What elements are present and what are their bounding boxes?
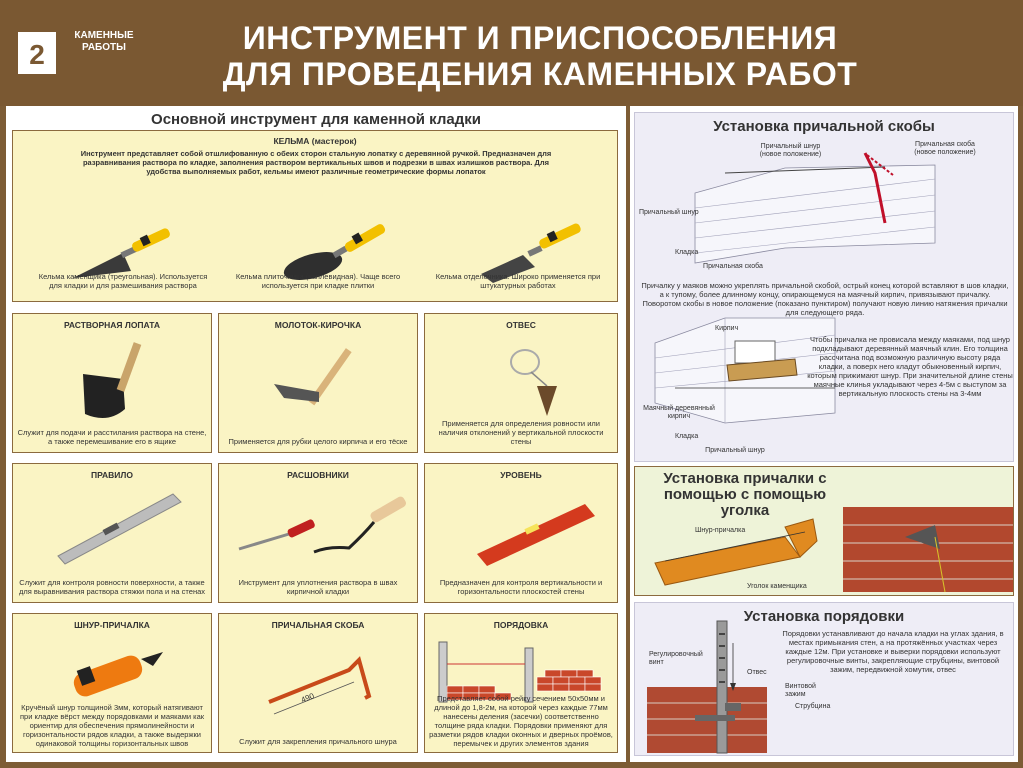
tool-description: Служит для подачи и расстилания раствора на стене, а также перемешивание его в ящике: [17, 428, 207, 446]
tool-description: Инструмент для уплотнения раствора в швах кирпичной кладки: [238, 578, 398, 596]
tool-card-cord: [12, 613, 212, 753]
label-otves: Отвес: [747, 669, 767, 676]
bracket-icon: [219, 614, 419, 754]
tool-title: УРОВЕНЬ: [500, 470, 542, 480]
skoba-title: Установка причальной скобы: [713, 118, 935, 135]
label-cord-2: Причальный шнур: [705, 447, 765, 454]
poryadovka-text: Порядовки устанавливают до начала кладки на углах здания, в местах примыкания стен, а на протяжённых участках через каждые 12м. При установке и выверки порядовки используют регулировочные винты, закрепляющие струбцины, винтовой зажим, передвижной хомутик, отвес: [782, 629, 1004, 674]
hammer-icon: [219, 314, 419, 454]
tool-card-level: [424, 463, 618, 603]
tool-card-bracket: [218, 613, 418, 753]
tool-description: Применяется для рубки целого кирпича и его тёске: [228, 437, 408, 446]
poryadovka-title: Установка порядовки: [743, 608, 905, 625]
tool-title: ПОРЯДОВКА: [493, 620, 549, 630]
skoba-text-2: Чтобы причалка не провисала между маяками, под шнур подкладывают деревянный маячный клин. Его толщина рассчитана под возможную различную высоту ряда кладки, а поверх него кладут обыкновенный кирпич, которым прижимают шнур. При значительной длине стены маячные клинья укладывают через 4-5м с выступом за вертикальную плоскость стены на 3-4мм: [807, 335, 1013, 398]
label-screw: Регулировочный винт: [649, 651, 703, 666]
poryadovka-panel: [634, 602, 1014, 756]
tool-title: ШНУР-ПРИЧАЛКА: [74, 620, 150, 630]
section-label: КАМЕННЫЕ РАБОТЫ: [74, 30, 134, 53]
kelma-card: [12, 130, 618, 302]
ugolok-panel: [634, 466, 1014, 596]
label-skoba: Причальная скоба: [703, 263, 763, 270]
kelma-description: Инструмент представляет собой отшлифованную с обеих сторон стальную лопатку с деревянной ручкой. Предназначен для разравнивания раствора по кладке, заполнения раствором вертикальных швов и подрезки в швах излишков раствора. Для удобства выполняемых работ, кельмы имеют различные геометрические формы лопаток: [80, 149, 552, 176]
label-cord-prichalka: Шнур-причалка: [695, 527, 746, 534]
label-clamp: Винтовой зажим: [785, 683, 816, 698]
label-klin: Маячный деревянный кирпич: [643, 405, 715, 420]
section-number-badge: 2: [18, 32, 56, 74]
label-cord: Причальный шнур: [639, 209, 699, 216]
installation-area: [630, 106, 1018, 762]
title-line-2: ДЛЯ ПРОВЕДЕНИЯ КАМЕННЫХ РАБОТ: [222, 56, 858, 92]
tool-title: МОЛОТОК-КИРОЧКА: [274, 320, 362, 330]
tool-title: РАСШОВНИКИ: [287, 470, 349, 480]
tools-section-title: Основной инструмент для каменной кладки: [151, 111, 481, 128]
tool-title: ПРИЧАЛЬНАЯ СКОБА: [271, 620, 365, 630]
tool-description: Применяется для определения ровности или наличия отклонений у вертикальной плоскости стены: [438, 419, 604, 446]
poryadovka-diagram: [635, 603, 1015, 757]
tool-description: Кручёный шнур толщиной 3мм, который натягивают при кладке вёрст между порядовками и маяками как ориентир для обеспечения прямолинейности и горизонтальности рядов кладки, а также выдержки одинаковой толщины горизонтальных швов: [19, 703, 205, 748]
tool-description: Предназначен для контроля вертикальности и горизонтальности плоскостей стены: [439, 578, 603, 596]
label-kladka: Кладка: [675, 249, 699, 256]
label-kladka-2: Кладка: [675, 433, 699, 440]
tool-card-jointers: [218, 463, 418, 603]
label-cord-new: Причальный шнур (новое положение): [759, 143, 822, 158]
tool-description: Представляет собой рейку сечением 50х50мм и длиной до 1,8-2м, на которой через каждые 77мм нанесены деления (засечки) соответственно толщине ряда кладки. Порядовки применяют для разметки рядов кладки оконных и дверных проёмов, перемычек и других элементов здания: [429, 694, 613, 748]
label-strub: Струбцина: [795, 703, 831, 710]
tool-card-straightedge: [12, 463, 212, 603]
tool-title: ПРАВИЛО: [91, 470, 133, 480]
kelma-title: КЕЛЬМА (мастерок): [273, 136, 357, 146]
tool-card-shovel: [12, 313, 212, 453]
tool-description: Служит для контроля ровности поверхности, а также для выравнивания раствора стяжки пола и на стенах: [18, 578, 206, 596]
tool-card-plumb: [424, 313, 618, 453]
tool-card-poryadovka: [424, 613, 618, 753]
triangle-trowel-icon: [73, 227, 171, 278]
tools-area: [6, 106, 626, 762]
ugolok-diagram: [635, 467, 1015, 597]
ugolok-title: Установка причалки с помощью с помощью уголка: [663, 470, 827, 519]
label-corner: Уголок каменщика: [747, 583, 807, 590]
kelma-caption-1: Кельма каменщика (треугольная). Используется для кладки и для размешивания раствора: [38, 272, 208, 290]
header: [0, 0, 1023, 106]
dimension-label: 490: [299, 691, 316, 705]
label-skoba-new: Причальная скоба (новое положение): [914, 141, 976, 156]
title-line-1: ИНСТРУМЕНТ И ПРИСПОСОБЛЕНИЯ: [242, 20, 838, 56]
tool-title: ОТВЕС: [506, 320, 536, 330]
tool-description: Служит для закрепления причального шнура: [239, 737, 397, 746]
poster-title: [180, 20, 900, 92]
label-brick: Кирпич: [715, 325, 739, 332]
tool-title: РАСТВОРНАЯ ЛОПАТА: [63, 320, 161, 330]
skoba-text-1: Причалку у маяков можно укреплять причальной скобой, острый конец которой вставляют в шов кладки, а к тупому, более длинному концу, опирающемуся на маячный кирпич, привязывают причалку. Поворотом скобы в новое положение (показано пунктиром) получают новую линию натяжения причалки для следующего ряда.: [641, 281, 1009, 317]
kelma-caption-3: Кельма отделочника. Широко применяется при штукатурных работах: [435, 272, 601, 290]
kelma-caption-2: Кельма плиточника (каплевидная). Чаще всего используется при кладке плитки: [235, 272, 401, 290]
skoba-panel: [634, 112, 1014, 462]
tool-card-hammer: [218, 313, 418, 453]
